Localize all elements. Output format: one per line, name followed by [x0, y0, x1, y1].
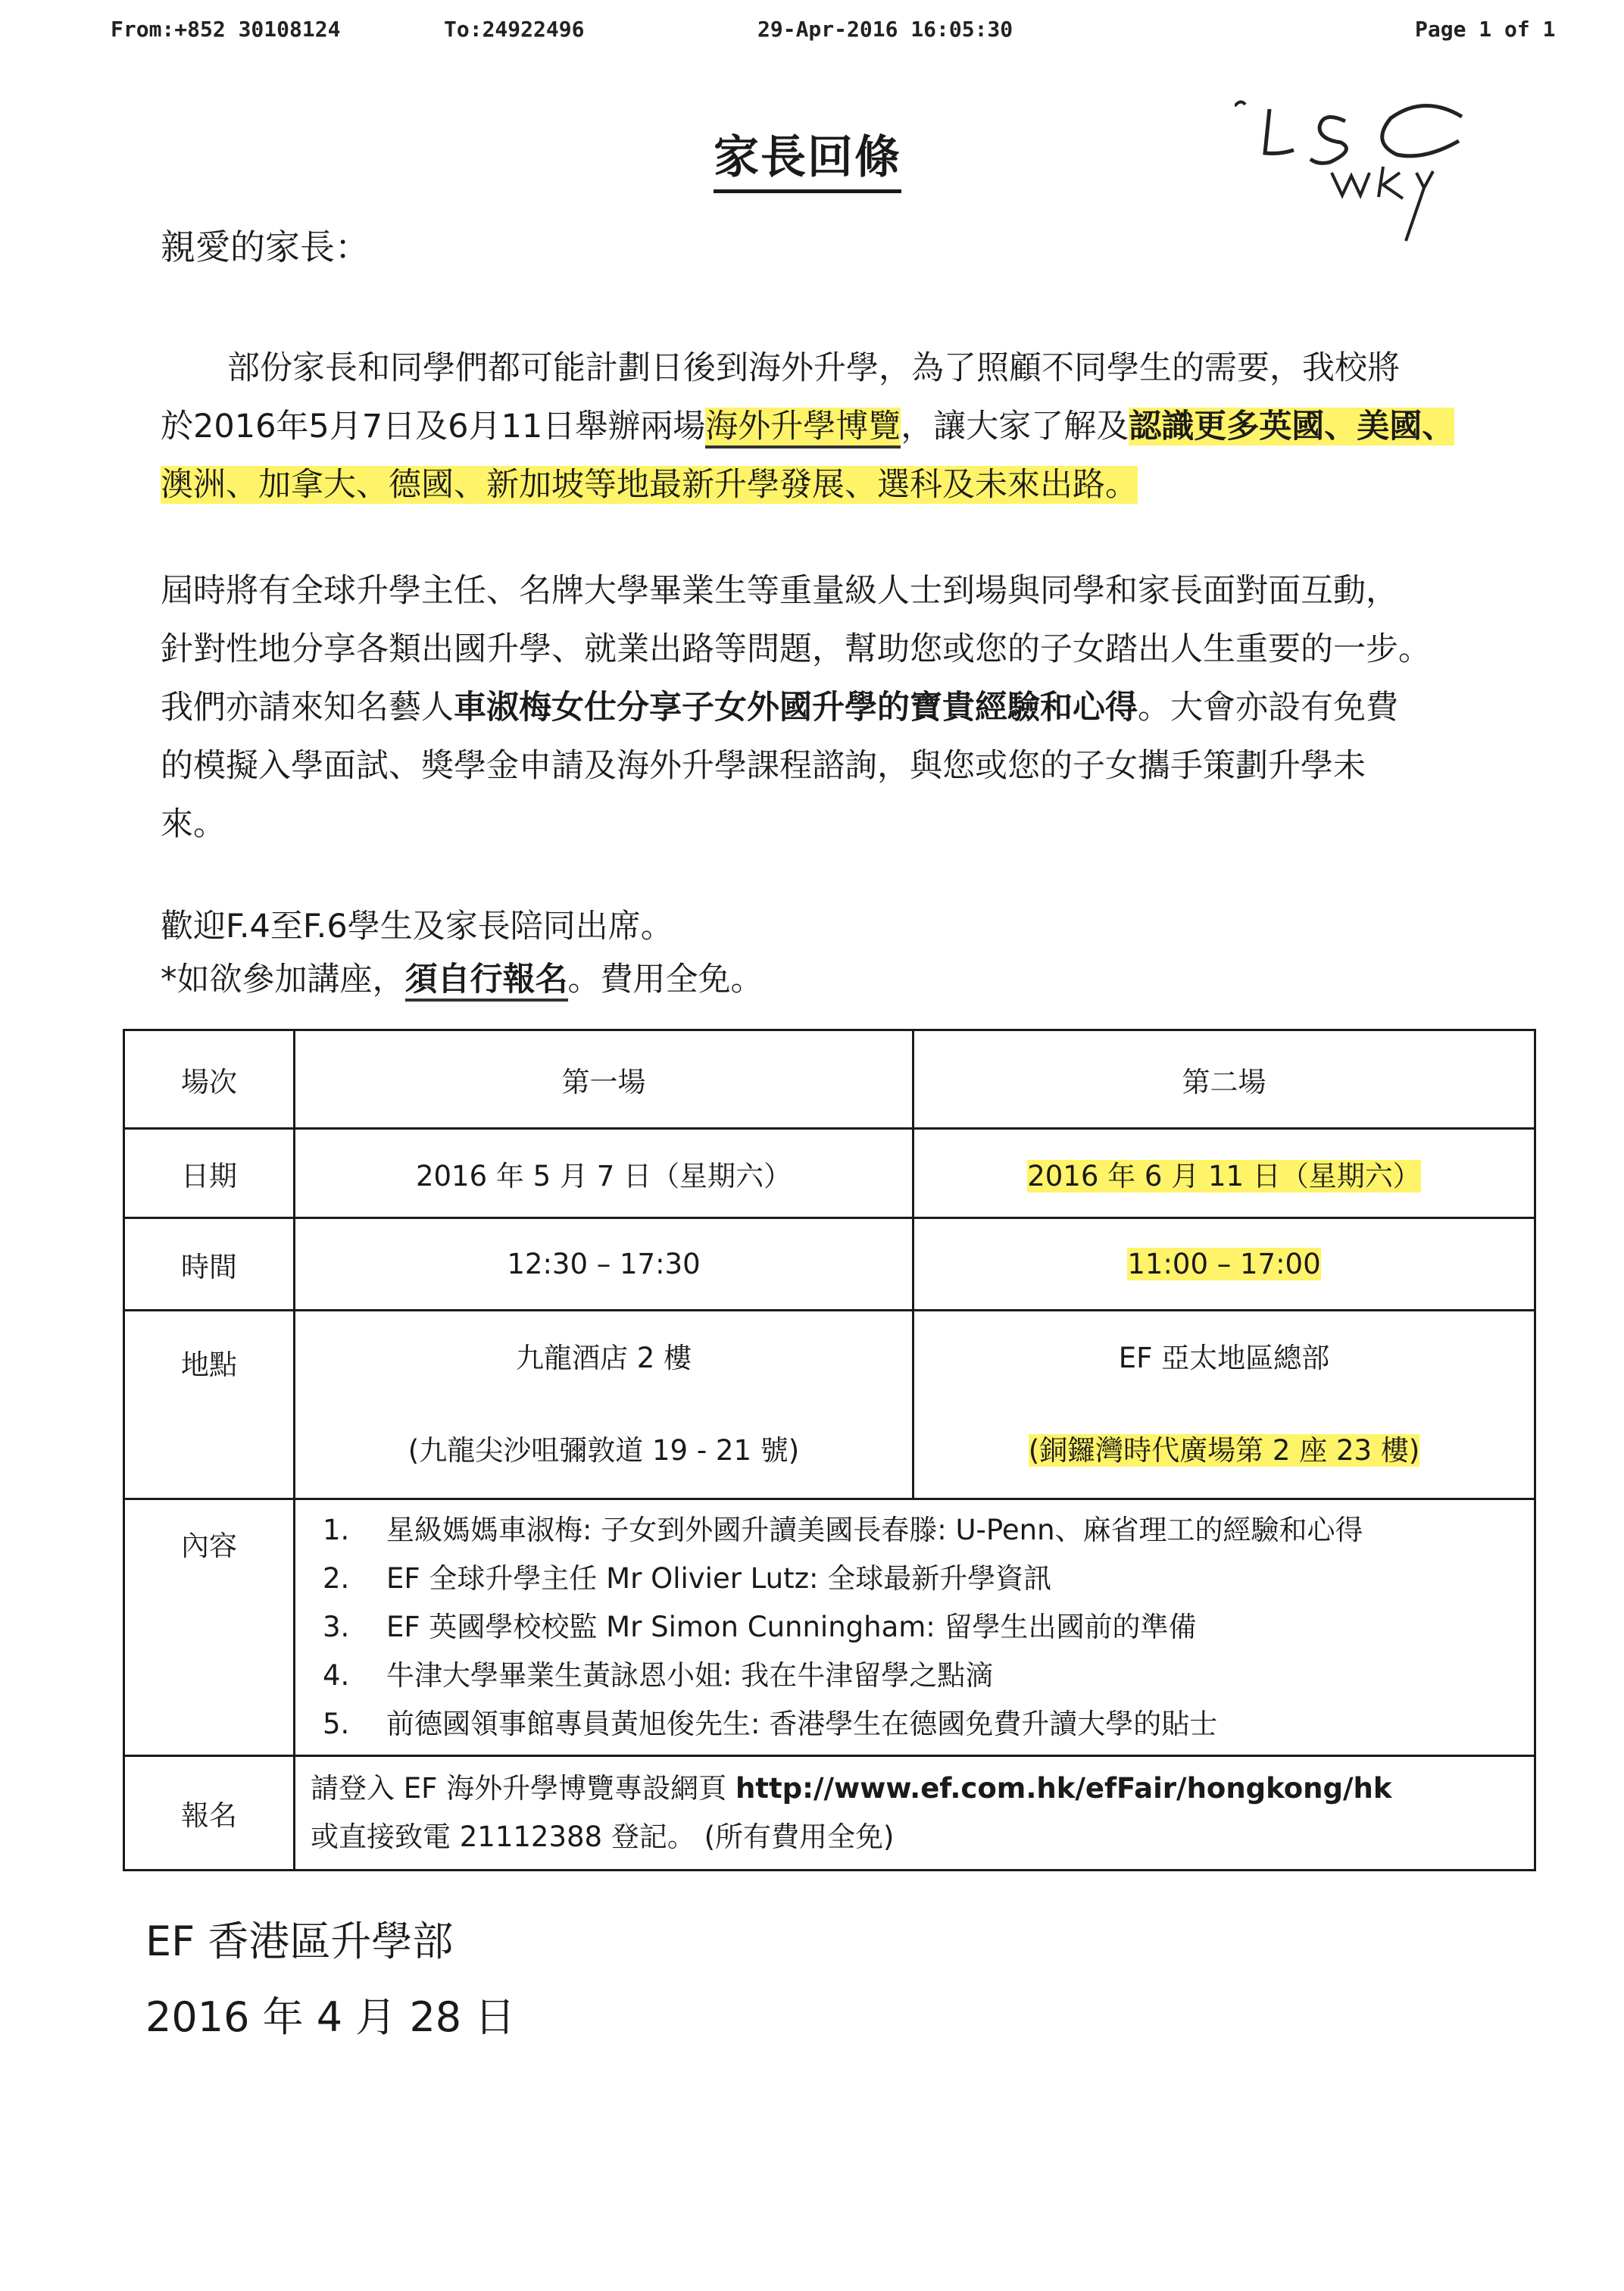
registration-note-a: *如欲參加講座，	[161, 961, 405, 999]
session-2-date-cell	[914, 1129, 1535, 1218]
intro-line-2	[161, 398, 1516, 456]
salutation: 親愛的家長：	[161, 227, 370, 267]
details-line-5: 來。	[161, 805, 226, 843]
paragraph-welcome	[161, 900, 1516, 1006]
register-line-2: 或直接致電 21112388 登記。 (所有費用全免)	[311, 1821, 895, 1853]
details-guest-intro: 我們亦請來知名藝人	[161, 689, 454, 727]
table-row-register	[124, 1756, 1535, 1871]
row-label-register: 報名	[124, 1756, 295, 1871]
handwritten-initials	[1235, 97, 1485, 248]
session-2-time-cell	[914, 1218, 1535, 1311]
signature-org: EF 香港區升學部	[145, 1918, 454, 1965]
row-label-session: 場次	[124, 1030, 295, 1129]
intro-mid: ，讓大家了解及	[901, 408, 1129, 445]
signature-date: 2016 年 4 月 28 日	[145, 1993, 516, 2041]
session-2-header: 第二場	[914, 1030, 1535, 1129]
document-title: 家長回條	[714, 121, 901, 193]
intro-line-1: 部份家長和同學們都可能計劃日後到海外升學，為了照顧不同學生的需要，我校將	[227, 349, 1400, 387]
session-2-time: 11:00 – 17:00	[1127, 1248, 1321, 1280]
details-free-services: 。大會亦設有免費	[1138, 689, 1398, 727]
welcome-line: 歡迎F.4至F.6學生及家長陪同出席。	[161, 908, 673, 945]
row-label-content: 內容	[124, 1499, 295, 1756]
highlight-expo-name: 海外升學博覽	[705, 408, 901, 449]
session-1-header: 第一場	[295, 1030, 914, 1129]
intro-dates: 於2016年5月7日及6月11日舉辦兩場	[161, 408, 706, 445]
details-line-3	[161, 679, 1516, 737]
table-row-time	[124, 1218, 1535, 1311]
fax-page-number: Page 1 of 1	[1415, 17, 1556, 42]
highlight-countries-1: 認識更多英國、美國、	[1129, 408, 1455, 445]
registration-note	[161, 953, 1516, 1006]
table-row-content	[124, 1499, 1535, 1756]
row-label-venue: 地點	[124, 1311, 295, 1499]
register-line-1: 請登入 EF 海外升學博覽專設網頁 http://www.ef.com.hk/efFair/hongkong/hk	[311, 1772, 1392, 1805]
session-2-venue	[914, 1311, 1535, 1499]
highlight-countries-2: 澳洲、加拿大、德國、新加坡等地最新升學發展、選科及未來出路。	[161, 466, 1138, 504]
list-item: 3. EF 英國學校校監 Mr Simon Cunningham: 留學生出國前的準備	[323, 1611, 1197, 1643]
session-2-venue-address: (銅鑼灣時代廣場第 2 座 23 樓)	[1028, 1434, 1420, 1467]
session-2-venue-address-line	[915, 1405, 1533, 1497]
session-1-date: 2016 年 5 月 7 日（星期六）	[295, 1129, 914, 1218]
registration-note-free: 。費用全免。	[567, 961, 764, 999]
fax-datetime: 29-Apr-2016 16:05:30	[757, 17, 1013, 42]
registration-note-required: 須自行報名	[405, 961, 568, 1002]
register-info	[295, 1756, 1535, 1871]
schedule-table	[123, 1029, 1536, 1871]
table-row-venue	[124, 1311, 1535, 1499]
session-2-date: 2016 年 6 月 11 日（星期六）	[1027, 1159, 1421, 1192]
list-item: 1. 星級媽媽車淑梅: 子女到外國升讀美國長春滕: U-Penn、麻省理工的經驗和心得	[323, 1514, 1363, 1546]
paragraph-details	[161, 562, 1516, 854]
list-item: 5. 前德國領事館專員黃旭俊先生: 香港學生在德國免費升讀大學的貼士	[323, 1708, 1218, 1740]
register-url[interactable]: http://www.ef.com.hk/efFair/hongkong/hk	[735, 1772, 1392, 1805]
details-line-1: 屆時將有全球升學主任、名牌大學畢業生等重量級人士到場與同學和家長面對面互動，	[161, 572, 1398, 610]
session-1-venue-name: 九龍酒店 2 樓	[515, 1342, 692, 1374]
table-row-date	[124, 1129, 1535, 1218]
paragraph-intro	[161, 339, 1516, 514]
session-1-time: 12:30 – 17:30	[295, 1218, 914, 1311]
details-guest-name: 車淑梅女仕分享子女外國升學的寶貴經驗和心得	[454, 689, 1138, 727]
row-label-time: 時間	[124, 1218, 295, 1311]
content-list	[295, 1499, 1535, 1756]
details-line-2: 針對性地分享各類出國升學、就業出路等問題，幫助您或您的子女踏出人生重要的一步。	[161, 630, 1431, 668]
row-label-date: 日期	[124, 1129, 295, 1218]
intro-line-3	[161, 456, 1516, 514]
list-item: 4. 牛津大學畢業生黃詠恩小姐: 我在牛津留學之點滴	[323, 1659, 994, 1692]
fax-header	[0, 17, 1624, 47]
table-row-session	[124, 1030, 1535, 1129]
session-1-venue-address: (九龍尖沙咀彌敦道 19 - 21 號)	[408, 1434, 800, 1467]
session-1-venue	[295, 1311, 914, 1499]
details-line-4: 的模擬入學面試、獎學金申請及海外升學課程諮詢，與您或您的子女攜手策劃升學未	[161, 747, 1366, 785]
fax-to: To:24922496	[444, 17, 585, 42]
list-item: 2. EF 全球升學主任 Mr Olivier Lutz: 全球最新升學資訊	[323, 1562, 1052, 1595]
fax-from: From:+852 30108124	[111, 17, 341, 42]
session-2-venue-name: EF 亞太地區總部	[1118, 1342, 1330, 1374]
